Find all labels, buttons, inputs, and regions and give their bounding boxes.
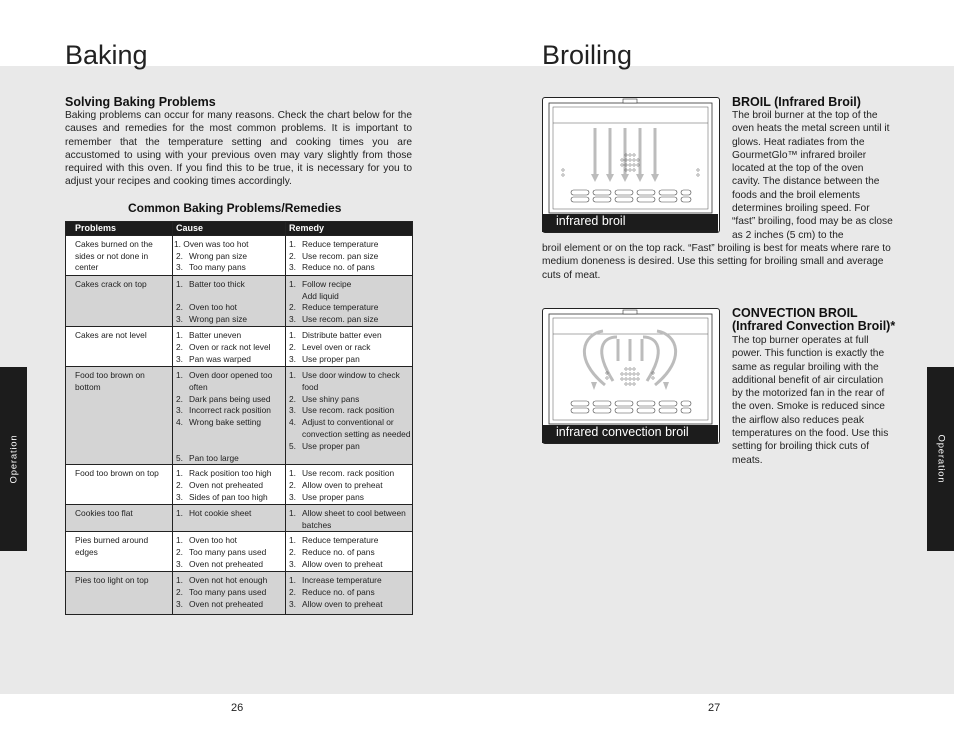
remedy-cell (286, 326, 413, 366)
item-text: Too many pans used (189, 587, 267, 598)
item-text: Oven not preheated (189, 558, 264, 569)
item-text: 1. Oven was too hot (174, 238, 249, 249)
cause-cell (173, 532, 286, 572)
item-text: Hot cookie sheet (189, 507, 252, 518)
item-text: Oven too hot (189, 302, 237, 313)
item-number: 1. (176, 278, 183, 289)
item-number: 3. (176, 353, 183, 364)
item-number: 2. (289, 393, 296, 404)
list-item (174, 239, 285, 251)
item-text: Too many pans (189, 262, 246, 273)
item-text: Use proper pan (302, 353, 360, 364)
section-heading-solving-baking-problems: Solving Baking Problems (65, 95, 216, 109)
intro-paragraph: Baking problems can occur for many reasons. Check the chart below for the causes and remedies for the most common problems. It is important to remember that the temperature setting and cooking times you are accustomed to using with your previous oven may vary slightly from those required with this oven. If you find this to be true, it is necessary for you to adjust your recipes and cooking times accordingly. (65, 110, 412, 188)
table-row (66, 326, 413, 366)
list-item (287, 314, 412, 326)
item-number: 1. (176, 507, 183, 518)
item-number: 2. (176, 302, 183, 313)
table-title: Common Baking Problems/Remedies (128, 201, 342, 215)
page-title-baking: Baking (65, 40, 148, 70)
item-text: Sides of pan too high (189, 491, 268, 502)
remedy-cell (286, 572, 413, 615)
item-number: 3. (289, 314, 296, 325)
cause-cell (173, 366, 286, 464)
item-number: 2. (289, 587, 296, 598)
item-text: Batter too thick (189, 278, 245, 289)
list-item (287, 492, 412, 504)
item-text: Reduce no. of pans (302, 587, 375, 598)
convection-broil-heading (732, 307, 895, 333)
broil-text-wrapped: The broil burner at the top of the oven heats the metal screen until it glows. Heat radiates from the GourmetGlo™ infrared broiler located at the top of the oven cavity. The distance between the foods and the broil elements determines broiling speed. For “fast” broiling, food may be as close as 2 inches (5 cm) to the (732, 110, 893, 241)
page-number-26: 26 (231, 702, 244, 714)
item-number: 2. (289, 480, 296, 491)
list-item (287, 405, 412, 417)
item-number: 2. (289, 250, 296, 261)
item-text: Distribute batter even (302, 329, 382, 340)
list-item (287, 251, 412, 263)
item-number: 4. (289, 417, 296, 428)
table-row (66, 235, 413, 275)
list-item (174, 394, 285, 406)
item-text: Increase temperature (302, 575, 382, 586)
item-number: 2. (176, 341, 183, 352)
problem-cell: Cakes burned on the sides or not done in center (66, 235, 173, 275)
item-number: 1. (289, 278, 296, 289)
item-text: Oven too hot (189, 535, 237, 546)
side-tab-operation-right (927, 367, 954, 551)
list-item (287, 239, 412, 251)
page-number-27: 27 (708, 702, 721, 714)
oven-cavity-drawing (543, 98, 718, 218)
item-text: Use shiny pans (302, 393, 360, 404)
list-item (287, 330, 412, 342)
infrared-convection-broil-diagram (542, 308, 720, 444)
item-number: 3. (176, 405, 183, 416)
spacer (174, 429, 285, 441)
item-text: Use proper pan (302, 440, 360, 451)
page-title-broiling: Broiling (542, 40, 633, 70)
list-item (174, 587, 285, 599)
item-number: 3. (289, 262, 296, 273)
list-item (174, 330, 285, 342)
broil-text-full: broil element or on the top rack. “Fast” broiling is best for meats where rare to medium doneness is desired. Use this setting for broiling small and average cuts of meat. (542, 243, 891, 281)
cause-cell (173, 572, 286, 615)
table-row (66, 366, 413, 464)
list-item (174, 508, 285, 520)
cause-cell (173, 504, 286, 532)
list-item (174, 262, 285, 274)
list-item (287, 262, 412, 274)
remedy-cell (286, 235, 413, 275)
item-text: Oven not preheated (189, 598, 264, 609)
list-item (174, 370, 285, 394)
item-number: 3. (176, 558, 183, 569)
side-tab-label: Operation (935, 434, 946, 484)
item-number: 1. (176, 329, 183, 340)
problem-cell: Food too brown on top (66, 465, 173, 504)
item-text: Dark pans being used (189, 393, 271, 404)
header-cause: Cause (173, 222, 286, 236)
side-tab-operation-left (0, 367, 27, 551)
list-item (174, 559, 285, 571)
baking-problems-table (65, 221, 413, 615)
table-row (66, 572, 413, 615)
problem-cell: Cakes crack on top (66, 275, 173, 326)
list-item (287, 468, 412, 480)
item-text: Level oven or rack (302, 341, 371, 352)
list-item (174, 354, 285, 366)
list-item (287, 575, 412, 587)
infrared-broil-label: infrared broil (542, 214, 718, 232)
item-number: 1. (289, 575, 296, 586)
item-number: 1. (289, 238, 296, 249)
item-text: Allow oven to preheat (302, 598, 383, 609)
list-item (287, 279, 412, 291)
list-item (287, 370, 412, 394)
list-item (287, 417, 412, 441)
item-number (287, 291, 302, 303)
item-number: 3. (289, 491, 296, 502)
item-text: Batter uneven (189, 329, 242, 340)
item-number: 3. (289, 353, 296, 364)
list-item (174, 302, 285, 314)
list-item (174, 417, 285, 429)
list-item (287, 291, 412, 303)
item-text: Allow oven to preheat (302, 558, 383, 569)
item-number: 2. (176, 547, 183, 558)
item-text: Reduce temperature (302, 535, 379, 546)
header-problems: Problems (66, 222, 173, 236)
item-text: Wrong pan size (189, 314, 248, 325)
item-text: Adjust to conventional or convection setting as needed (302, 417, 411, 439)
item-number: 5. (176, 452, 183, 463)
item-number: 3. (176, 491, 183, 502)
convection-fan-icon (584, 331, 675, 390)
item-text: Reduce temperature (302, 302, 379, 313)
infrared-convection-broil-label: infrared convection broil (542, 425, 718, 443)
item-number: 2. (176, 250, 183, 261)
item-text: Use recom. rack position (302, 468, 395, 479)
oven-cavity-drawing (543, 309, 718, 429)
problem-cell: Pies too light on top (66, 572, 173, 615)
item-text: Oven door opened too often (189, 369, 273, 392)
list-item (287, 342, 412, 354)
list-item (287, 508, 412, 532)
item-text: Reduce temperature (302, 238, 379, 249)
item-number: 2. (289, 302, 296, 313)
problem-cell: Cakes are not level (66, 326, 173, 366)
item-text: Use recom. pan size (302, 250, 379, 261)
list-item (174, 251, 285, 263)
list-item (174, 599, 285, 611)
side-tab-label: Operation (8, 434, 19, 484)
problem-cell: Pies burned around edges (66, 532, 173, 572)
problem-cell: Cookies too flat (66, 504, 173, 532)
item-text: Pan too large (189, 452, 239, 463)
table-row (66, 532, 413, 572)
convection-broil-text: The top burner operates at full power. This function is exactly the same as regular broiling with the additional benefit of air circulation by the motorized fan in the rear of the oven. Smoke is reduced since the airflow also reduces peak temperatures on the food. Use this setting for broiling thick cuts of meats. (732, 335, 889, 466)
item-text: Pan was warped (189, 353, 251, 364)
item-text: Allow sheet to cool between batches (302, 507, 406, 530)
cause-cell (173, 465, 286, 504)
table-row (66, 465, 413, 504)
item-number: 3. (289, 405, 296, 416)
list-item (174, 405, 285, 417)
list-item (287, 441, 412, 453)
convection-broil-heading-line1: CONVECTION BROIL (732, 306, 858, 320)
item-text: Wrong pan size (189, 250, 248, 261)
item-number: 1. (289, 369, 296, 380)
item-number: 1. (289, 329, 296, 340)
item-number: 1. (176, 535, 183, 546)
item-number: 1. (176, 468, 183, 479)
remedy-cell (286, 275, 413, 326)
list-item (174, 535, 285, 547)
item-text: Use door window to check food (302, 369, 400, 392)
item-number: 4. (176, 417, 183, 428)
list-item (174, 314, 285, 326)
item-number: 3. (289, 598, 296, 609)
list-item (287, 535, 412, 547)
list-item (174, 480, 285, 492)
table-row (66, 504, 413, 532)
list-item (287, 394, 412, 406)
item-text: Too many pans used (189, 547, 267, 558)
item-text: Incorrect rack position (189, 405, 271, 416)
item-text: Follow recipe (302, 278, 352, 289)
item-text: Oven not preheated (189, 480, 264, 491)
problem-cell: Food too brown on bottom (66, 366, 173, 464)
item-text: Oven or rack not level (189, 341, 271, 352)
item-number: 1. (176, 369, 183, 380)
item-number: 3. (176, 598, 183, 609)
item-number: 3. (289, 558, 296, 569)
item-number: 2. (289, 341, 296, 352)
remedy-cell (286, 532, 413, 572)
remedy-cell (286, 504, 413, 532)
infrared-broil-diagram (542, 97, 720, 233)
list-item (287, 354, 412, 366)
item-number: 3. (176, 314, 183, 325)
list-item (174, 492, 285, 504)
item-text: Oven not hot enough (189, 575, 268, 586)
item-number: 2. (176, 393, 183, 404)
cause-cell (173, 275, 286, 326)
item-number: 2. (289, 547, 296, 558)
table-row (66, 275, 413, 326)
item-number: 1. (176, 575, 183, 586)
list-item (287, 547, 412, 559)
remedy-cell (286, 465, 413, 504)
item-text: Wrong bake setting (189, 417, 262, 428)
list-item (287, 480, 412, 492)
item-number: 3. (176, 262, 183, 273)
item-text: Use proper pans (302, 491, 364, 502)
spacer (174, 441, 285, 453)
item-text: Use recom. rack position (302, 405, 395, 416)
item-number: 1. (289, 535, 296, 546)
item-number: 1. (289, 507, 296, 518)
item-number: 5. (289, 440, 296, 451)
list-item (174, 342, 285, 354)
header-remedy: Remedy (286, 222, 413, 236)
item-text: Rack position too high (189, 468, 272, 479)
list-item (287, 587, 412, 599)
list-item (174, 547, 285, 559)
list-item (287, 599, 412, 611)
list-item (174, 468, 285, 480)
list-item (287, 302, 412, 314)
broil-heading: BROIL (Infrared Broil) (732, 95, 861, 109)
list-item (174, 453, 285, 465)
item-number: 1. (289, 468, 296, 479)
list-item (174, 575, 285, 587)
cause-cell (173, 235, 286, 275)
cause-cell (173, 326, 286, 366)
item-number: 2. (176, 587, 183, 598)
item-text: Reduce no. of pans (302, 262, 375, 273)
remedy-cell (286, 366, 413, 464)
item-text: Allow oven to preheat (302, 480, 383, 491)
convection-broil-heading-line2: (Infrared Convection Broil)* (732, 319, 896, 333)
item-number: 2. (176, 480, 183, 491)
list-item (287, 559, 412, 571)
item-text: Use recom. pan size (302, 314, 379, 325)
item-text: Add liquid (302, 290, 339, 301)
item-text: Reduce no. of pans (302, 547, 375, 558)
spacer (174, 291, 285, 303)
list-item (174, 279, 285, 291)
